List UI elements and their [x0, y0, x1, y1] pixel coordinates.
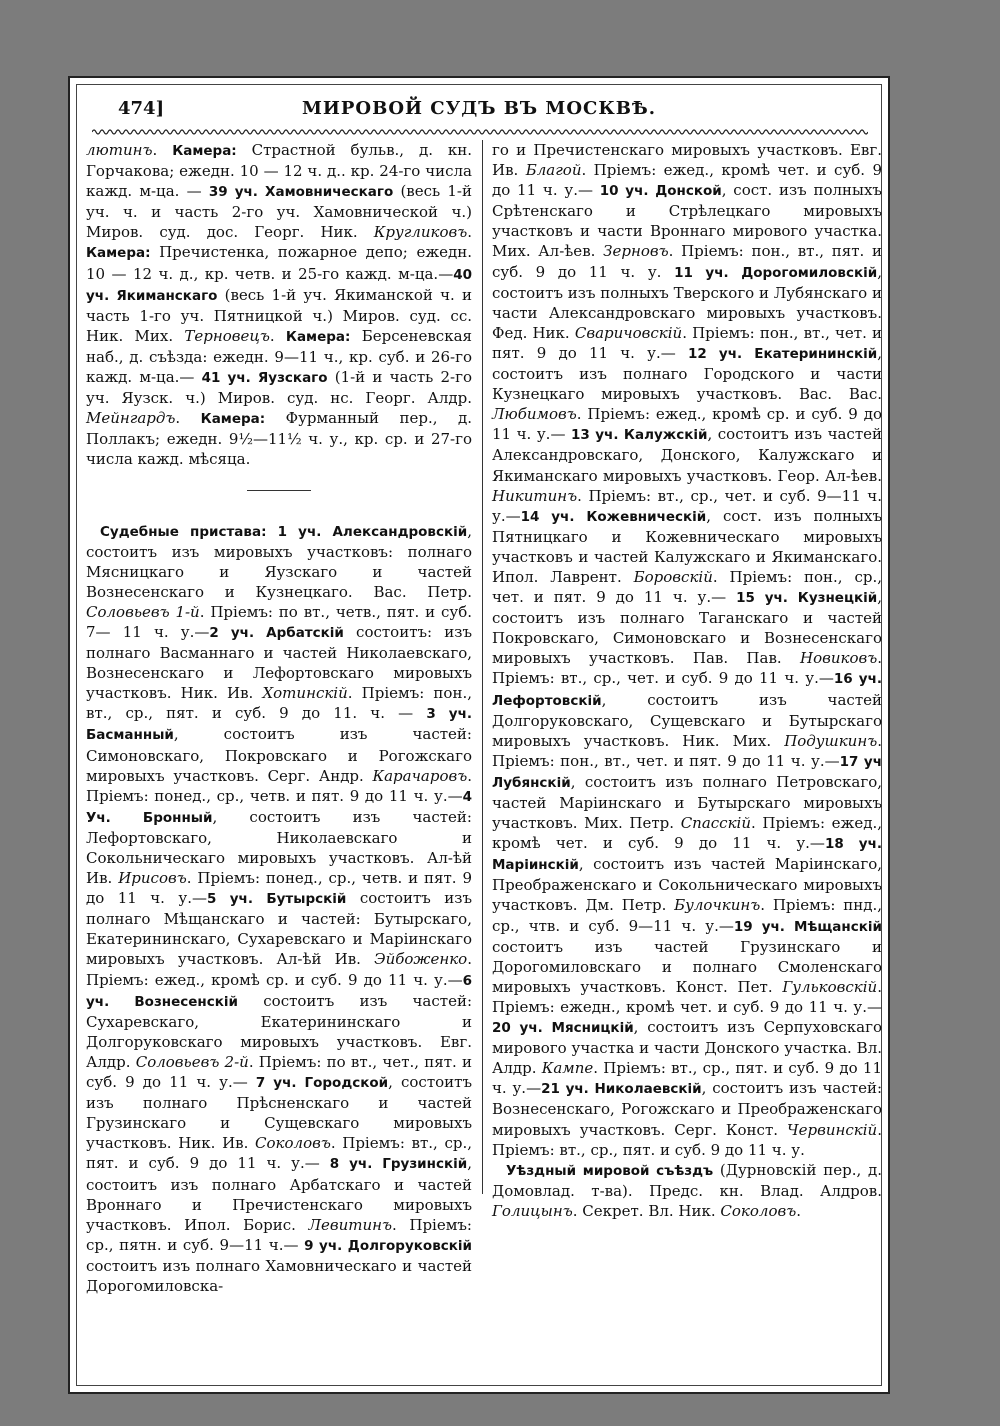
bold-heading: Камера: — [200, 411, 266, 428]
body-text: . Пріемъ: понед., ср., четв. и пят. 9 до 11 ч. у.— — [86, 766, 472, 805]
page-number: 474] — [118, 98, 165, 119]
italic-name: Голицынъ — [492, 1201, 573, 1220]
section-separator — [247, 490, 311, 491]
italic-name: Сваричовскій — [574, 323, 683, 342]
body-text: . Секрет. Вл. Ник. — [572, 1201, 721, 1220]
bold-heading: 16 уч. Лефортовскій — [492, 671, 882, 709]
body-text: Фурманный пер., д. Поллакъ; ежедн. 9½—11½ ч. у., кр. ср. и 27-го числа кажд. мѣсяца. — [86, 409, 472, 469]
body-text: . Пріемъ: ср., пятн. и суб. 9—11 ч.— — [86, 1215, 472, 1254]
bold-heading: 40 уч. Якиманскаго — [86, 266, 472, 304]
body-text: . Пріемъ: ежед., кромѣ чет. и суб. 9 до 11 ч. у.— — [492, 161, 883, 200]
page-title: МИРОВОЙ СУДЪ ВЪ МОСКВѢ. — [301, 98, 657, 119]
bold-heading: Уѣздный мировой съѣздъ — [506, 1162, 714, 1179]
italic-name: Червинскій — [787, 1120, 878, 1139]
bold-heading: 6 уч. Вознесенскій — [86, 972, 472, 1010]
right-column — [492, 140, 882, 1221]
bold-heading: Камера: — [172, 143, 237, 159]
bold-heading: 39 уч. Хамовническаго — [208, 184, 394, 201]
italic-name: Эйбоженко — [374, 950, 468, 969]
italic-name: Кругликовъ — [373, 223, 468, 242]
body-text: (1-й и часть 2-го уч. Яузск. ч.) Миров. суд. нс. Георг. Алдр. — [86, 368, 473, 408]
body-text: , сост. изъ полныхъ Срѣтенскаго и Стрѣлецкаго мировыхъ участковъ и части Вроннаго мирового участка. Мих. Ал-ѣев. — [492, 181, 882, 261]
italic-name: Никитинъ — [492, 486, 578, 505]
body-text: , состоитъ изъ частей: Вознесенскаго, Рогожскаго и Преображенскаго мировыхъ участковъ. Серг. Конст. — [492, 1079, 883, 1139]
bold-heading: 10 уч. Донской — [599, 183, 722, 200]
body-text: , состоитъ изъ полнаго Прѣсненскаго и частей Грузинскаго и Сущевскаго мировыхъ участковъ. Ник. Ив. — [86, 1073, 472, 1153]
body-text: , состоитъ изъ Серпуховскаго мирового участка и части Донского участка. Вл. Алдр. — [492, 1018, 882, 1078]
italic-name: Новиковъ — [799, 649, 878, 668]
body-text: . — [175, 409, 201, 428]
book-page — [68, 76, 890, 1394]
body-text: (весь 1-й уч. Якиманской ч. и часть 1-го уч. Пятницкой ч.) Миров. суд. сс. Ник. Мих. — [86, 285, 472, 345]
body-text: , сост. изъ полныхъ Пятницкаго и Кожевническаго мировыхъ участковъ и частей Калужскаго и Якиманскаго. Ипол. Лаврент. — [492, 506, 882, 586]
italic-name: Благой — [525, 161, 582, 180]
italic-name: Соловьевъ 2-й — [135, 1052, 249, 1071]
bold-heading: 19 уч. Мѣщанскій — [733, 918, 882, 935]
italic-name: Любимовъ — [492, 405, 577, 424]
bold-heading: 12 уч. Екатерининскій — [687, 345, 878, 362]
body-text: , состоитъ изъ полнаго Таганскаго и частей Покровскаго, Симоновскаго и Вознесенскаго мировыхъ участковъ. Пав. Пав. — [492, 588, 882, 668]
body-text: Пречистенка, пожарное депо; ежедн. 10 — 12 ч. д., кр. четв. и 25-го кажд. м-ца.— — [86, 243, 472, 283]
bold-heading: 14 уч. Кожевническій — [520, 508, 707, 525]
body-text: . Пріемъ: пон., вт., чет. и пят. 9 до 11 ч. у.— — [492, 323, 883, 362]
bold-heading: 20 уч. Мясницкій — [492, 1020, 634, 1037]
bold-heading: 21 уч. Николаевскій — [541, 1081, 702, 1098]
italic-name: Соколовъ — [720, 1201, 797, 1220]
bold-heading: 18 уч. Маріинскій — [492, 836, 882, 874]
bold-heading: 7 уч. Городской — [255, 1075, 389, 1092]
body-text: , состоитъ изъ полныхъ Тверского и Лубянскаго и части Александровскаго мировыхъ участковъ. Фед. Ник. — [492, 262, 882, 342]
body-text: состоитъ изъ частей: Сухаревскаго, Екатерининскаго и Долгоруковскаго мировыхъ участковъ. Евг. Алдр. — [86, 991, 472, 1071]
left-paragraph-courts — [86, 140, 472, 470]
body-text: . Пріемъ: пон., вт., чет. и пят. 9 до 11 ч. у.— — [492, 731, 882, 770]
body-text: , состоитъ изъ частей Долгоруковскаго, Сущевскаго и Бутырскаго мировыхъ участковъ. Ник. Мих. — [492, 690, 882, 750]
body-text: . Пріемъ: ежедн., кромѣ чет. и суб. 9 до 11 ч. у.— — [492, 977, 882, 1016]
body-text: (Дурновскій пер., д. Домовлад. т-ва). Предс. кн. Влад. Алдров. — [492, 1160, 883, 1200]
bold-heading: 11 уч. Дорогомиловскій — [674, 264, 878, 281]
body-text: состоитъ изъ частей Грузинскаго и Дорогомиловскаго и полнаго Смоленскаго мировыхъ участковъ. Конст. Пет. — [492, 937, 882, 996]
body-text: , состоитъ изъ частей: Лефортовскаго, Николаевскаго и Сокольническаго мировыхъ участковъ. Ал-ѣй Ив. — [86, 807, 472, 888]
italic-name: Кампе — [541, 1059, 594, 1078]
column-divider — [482, 140, 483, 1194]
body-text: . Пріемъ: вт., ср., пят. и суб. 9 до 11 ч. у.— — [492, 1059, 882, 1098]
body-text: , состоитъ изъ частей Маріинскаго, Преображенскаго и Сокольническаго мировыхъ участковъ. Дм. Петр. — [492, 855, 882, 915]
italic-name: Боровскій — [633, 567, 713, 586]
bold-heading: 15 уч. Кузнецкій — [736, 590, 878, 607]
body-text: . Пріемъ: вт., ср., чет. и суб. 9—11 ч. у.— — [492, 486, 882, 525]
body-text: состоитъ изъ полнаго Хамовническаго и частей Дорогомиловска- — [86, 1256, 472, 1295]
body-text: . — [269, 326, 286, 345]
italic-name: Соловьевъ 1-й — [86, 602, 200, 621]
italic-name: Соколовъ — [255, 1134, 331, 1153]
body-text: . Пріемъ: пон., вт., ср., пят. и суб. 9 до 11. ч. — — [86, 684, 472, 723]
italic-name: Подушкинъ — [784, 731, 878, 750]
bold-heading: 2 уч. Арбатскій — [209, 624, 344, 641]
bold-heading: 13 уч. Калужскій — [571, 427, 708, 444]
bold-heading: Камера: — [285, 328, 351, 345]
body-text: . Пріемъ: ежед., кромѣ ср. и суб. 9 до 11 ч. у.— — [86, 950, 472, 989]
body-text: (весь 1-й уч. ч. и часть 2-го уч. Хамовнической ч.) Миров. суд. дос. Георг. Ник. — [86, 182, 472, 242]
body-text: . Пріемъ: пнд., ср., чтв. и суб. 9—11 ч. у.— — [492, 896, 882, 935]
bold-heading: 9 уч. Долгоруковскій — [304, 1237, 473, 1254]
italic-name: Ирисовъ — [118, 869, 187, 888]
body-text: Берсеневская наб., д. съѣзда: ежедн. 9—11 ч., кр. суб. и 26-го кажд. м-ца.— — [86, 326, 472, 387]
italic-name: Хотинскій — [262, 684, 348, 703]
italic-name: Мейнгардъ — [86, 409, 176, 428]
body-text: . Пріемъ: по вт., чет., пят. и суб. 9 до 11 ч. у.— — [86, 1052, 472, 1092]
body-text: . Пріемъ: понед., ср., четв. и пят. 9 до 11 ч. у.— — [86, 869, 473, 908]
body-text: . Пріемъ: по вт., четв., пят. и суб. 7— 11 ч. у.— — [86, 602, 472, 641]
italic-name: Зерновъ — [603, 242, 669, 261]
body-text: . Пріемъ: ежед., кромѣ чет. и суб. 9 до 11 ч. у.— — [492, 814, 882, 853]
body-text: . Пріемъ: вт., ср., пят. и суб. 9 до 11 ч. у.— — [86, 1134, 472, 1173]
italic-name: Карачаровъ — [372, 766, 468, 785]
italic-name: Левитинъ — [308, 1215, 393, 1234]
body-text: . Пріемъ: пон., ср., чет. и пят. 9 до 11 ч. у.— — [492, 567, 883, 607]
body-text: го и Пречистенскаго мировыхъ участковъ. Евг. Ив. — [492, 141, 882, 180]
body-text: Страстной бульв., д. кн. Горчакова; ежедн. 10 — 12 ч. д.. кр. 24-го числа кажд. м-ца. — — [86, 141, 473, 201]
bold-heading: 41 уч. Яузскаго — [201, 370, 328, 387]
body-text: , состоитъ изъ частей: Симоновскаго, Покровскаго и Рогожскаго мировыхъ участковъ. Серг. Андр. — [86, 725, 472, 785]
body-text: , состоитъ изъ частей Александровскаго, Донского, Калужскаго и Якиманскаго мировыхъ участковъ. Геор. Ал-ѣев. — [492, 425, 883, 485]
body-text: . Пріемъ: ежед., кромѣ ср. и суб. 9 до 11 ч. у.— — [492, 405, 882, 444]
left-column — [86, 140, 472, 1296]
header-wave-rule — [92, 128, 868, 136]
body-text: состоитъ изъ полнаго Мѣщанскаго и частей: Бутырскаго, Екатерининскаго, Сухаревскаго и Маріинскаго мировыхъ участковъ. Ал-ѣй Ив. — [86, 889, 472, 969]
bold-heading: 3 уч. Басманный — [86, 706, 472, 744]
bold-heading: Камера: — [86, 245, 151, 262]
body-text: . Пріемъ: вт., ср., пят. и суб. 9 до 11 ч. у. — [492, 1120, 882, 1159]
right-paragraph-district-congress — [492, 1160, 882, 1221]
italic-name: Булочкинъ — [674, 896, 761, 915]
body-text: , состоитъ изъ полнаго Арбатскаго и частей Вроннаго и Пречистенскаго мировыхъ участковъ. Ипол. Борис. — [86, 1154, 472, 1234]
body-text: , состоитъ изъ полнаго Петровскаго, частей Маріинскаго и Бутырскаго мировыхъ участковъ. Мих. Петр. — [492, 772, 882, 833]
body-text: . Пріемъ: пон., вт., пят. и суб. 9 до 11 ч. у. — [492, 242, 882, 281]
left-paragraph-bailiffs — [86, 521, 472, 1297]
right-paragraph-bailiffs — [492, 140, 882, 1160]
page-header — [118, 98, 840, 124]
italic-name: Гульковскій — [782, 977, 878, 996]
body-text: . — [467, 223, 472, 242]
bold-heading: 5 уч. Бутырскій — [206, 891, 347, 908]
body-text: . — [796, 1201, 801, 1220]
italic-name: лютинъ — [86, 141, 153, 159]
body-text: , состоитъ изъ мировыхъ участковъ: полнаго Мясницкаго и Яузскаго и частей Вознесенскаго и Кузнецкаго. Вас. Петр. — [86, 521, 472, 601]
bold-heading: Судебные пристава: 1 уч. Александровскій — [100, 523, 468, 540]
italic-name: Спасскій — [680, 814, 751, 833]
body-text: . Пріемъ: вт., ср., чет. и суб. 9 до 11 ч. у.— — [492, 649, 882, 688]
body-text: . — [152, 141, 173, 159]
bold-heading: 8 уч. Грузинскій — [329, 1156, 468, 1173]
body-text: состоитъ: изъ полнаго Васманнаго и частей Николаевскаго, Вознесенскаго и Лефортовскаго мировыхъ участковъ. Ник. Ив. — [86, 622, 472, 703]
italic-name: Терновецъ — [184, 326, 270, 345]
bold-heading: 4 Уч. Бронный — [86, 788, 472, 826]
body-text: , состоитъ изъ полнаго Городского и части Кузнецкаго мировыхъ участковъ. Вас. Вас. — [492, 343, 882, 404]
bold-heading: 17 уч Лубянскій — [492, 753, 882, 791]
